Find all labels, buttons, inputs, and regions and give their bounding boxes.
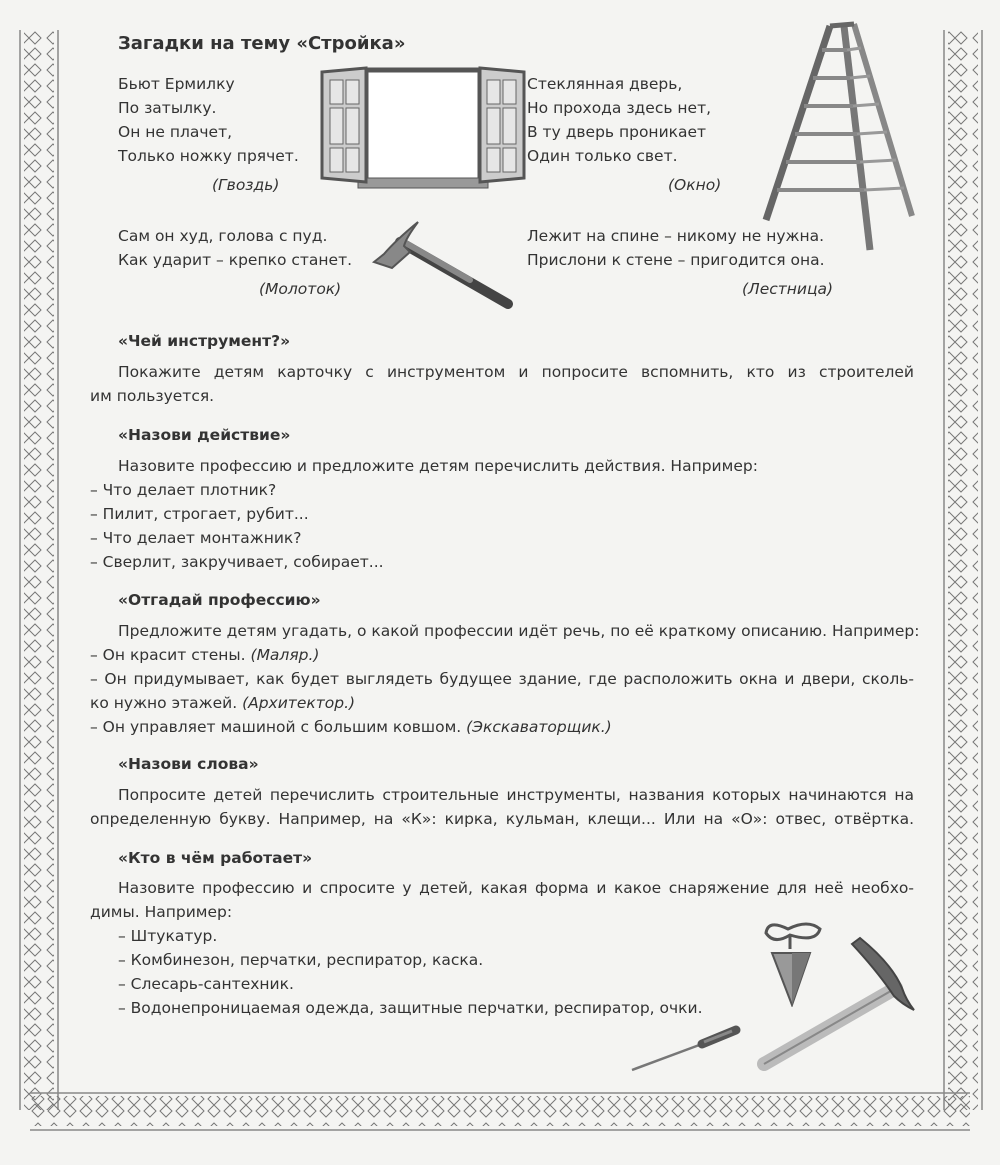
para-whose-tool: [90, 360, 914, 408]
list-item: – Комбинезон, перчатки, респиратор, каска.: [118, 951, 484, 969]
para-line: Предложите детям угадать, о какой профессии идёт речь, по её краткому описанию. Например:: [118, 622, 920, 640]
left-border-ornament: [14, 30, 62, 1130]
para-line: Назовите профессию и предложите детям перечислить действия. Например:: [118, 457, 758, 475]
list-item: – Слесарь-сантехник.: [118, 975, 294, 993]
list-item: – Что делает монтажник?: [90, 529, 302, 547]
right-border-ornament: [940, 30, 988, 1130]
page-title: Загадки на тему «Стройка»: [118, 33, 406, 54]
riddle-line: Один только свет.: [527, 147, 678, 165]
para-line: Попросите детей перечислить строительные инструменты, названия которых начинаются на: [118, 786, 914, 804]
riddle-hammer: [118, 224, 352, 272]
list-item: – Он придумывает, как будет выглядеть будущее здание, где расположить окна и двери, сколь-: [90, 670, 914, 688]
para-line: димы. Например:: [90, 903, 233, 921]
list-item: – Пилит, строгает, рубит...: [90, 505, 309, 523]
riddle-answer-ladder: (Лестница): [742, 280, 834, 298]
riddle-answer-window: (Окно): [668, 176, 722, 194]
riddle-answer-hammer: (Молоток): [259, 280, 342, 298]
hammer-illustration: [370, 218, 520, 314]
heading-name-words: «Назови слова»: [118, 755, 259, 773]
para-line: Покажите детям карточку с инструментом и попросите вспомнить, кто из строителей: [118, 363, 914, 381]
heading-guess-profession: «Отгадай профессию»: [118, 591, 321, 609]
para-name-action: [90, 454, 914, 574]
riddle-line: Стеклянная дверь,: [527, 75, 683, 93]
riddle-ladder: [527, 224, 825, 272]
riddle-line: Как ударит – крепко станет.: [118, 251, 353, 269]
list-item: [90, 715, 914, 739]
para-line: Назовите профессию и спросите у детей, какая форма и какое снаряжение для неё необхо-: [118, 879, 914, 897]
window-illustration: [318, 66, 528, 192]
item-text: – Он управляет машиной с большим ковшом.: [90, 718, 467, 736]
riddle-line: Прислони к стене – пригодится она.: [527, 251, 825, 269]
list-item: – Сверлит, закручивает, собирает...: [90, 553, 384, 571]
para-name-words: [90, 783, 914, 831]
riddle-nail: [118, 72, 299, 168]
heading-whose-tool: «Чей инструмент?»: [118, 332, 291, 350]
list-item: [90, 691, 914, 715]
list-item: – Что делает плотник?: [90, 481, 277, 499]
riddle-line: В ту дверь проникает: [527, 123, 707, 141]
list-item: – Водонепроницаемая одежда, защитные перчатки, респиратор, очки.: [118, 999, 703, 1017]
riddle-answer-nail: (Гвоздь): [212, 176, 280, 194]
item-answer: (Экскаваторщик.): [466, 718, 612, 736]
ladder-illustration: [760, 20, 920, 252]
riddle-line: Но прохода здесь нет,: [527, 99, 712, 117]
riddle-line: По затылку.: [118, 99, 217, 117]
heading-who-wears: «Кто в чём работает»: [118, 849, 313, 867]
riddle-line: Бьют Ермилку: [118, 75, 235, 93]
para-line: им пользуется.: [90, 387, 215, 405]
riddle-line: Лежит на спине – никому не нужна.: [527, 227, 825, 245]
item-text: ко нужно этажей.: [90, 694, 243, 712]
item-answer: (Архитектор.): [242, 694, 356, 712]
riddle-line: Сам он худ, голова с пуд.: [118, 227, 328, 245]
item-answer: (Маляр.): [250, 646, 320, 664]
para-line: определенную букву. Например, на «К»: кирка, кульман, клещи... Или на «О»: отвес, отвёртка.: [90, 810, 914, 828]
pickaxe-illustration: [752, 934, 920, 1074]
list-item: [90, 643, 914, 667]
riddle-line: Он не плачет,: [118, 123, 233, 141]
heading-name-action: «Назови действие»: [118, 426, 291, 444]
para-guess-profession: [90, 619, 920, 739]
bottom-border-ornament: [30, 1090, 970, 1136]
list-item: – Штукатур.: [118, 927, 218, 945]
item-text: – Он красит стены.: [90, 646, 251, 664]
riddle-line: Только ножку прячет.: [118, 147, 299, 165]
riddle-window: [527, 72, 711, 168]
screwdriver-illustration: [628, 1022, 744, 1074]
